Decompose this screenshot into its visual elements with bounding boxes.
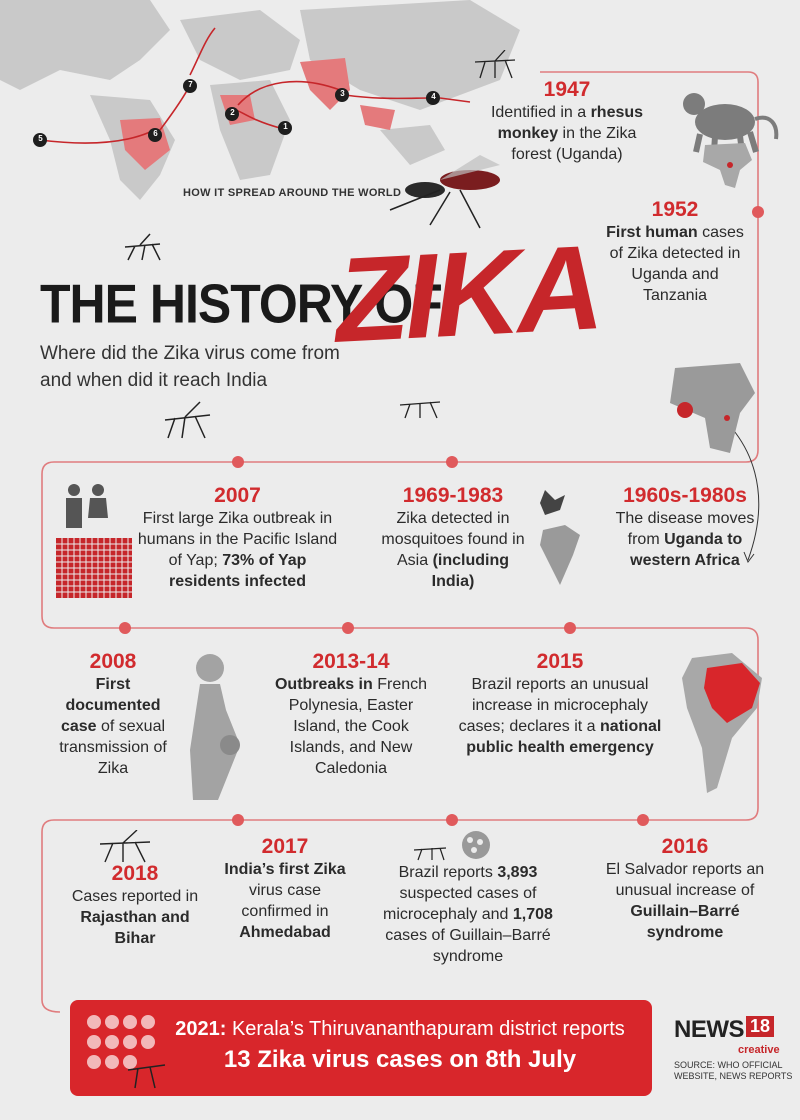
timeline-dot-2016 xyxy=(637,814,649,826)
map-caption: HOW IT SPREAD AROUND THE WORLD xyxy=(183,187,402,199)
mosquito-icon xyxy=(470,50,520,80)
page-title: THE HISTORY OF xyxy=(40,273,442,335)
mosquito-icon xyxy=(160,400,220,440)
timeline-dot-2015 xyxy=(564,622,576,634)
people-icon xyxy=(52,480,132,600)
pregnant-woman-icon xyxy=(178,650,248,800)
map-marker-4-num: 4 xyxy=(431,92,436,101)
event-2017-year: 2017 xyxy=(261,835,309,858)
map-marker-1-num: 1 xyxy=(283,122,288,131)
brand-logo: NEWS 18 xyxy=(674,1016,774,1044)
banner-line2: 13 Zika virus cases on 8th July xyxy=(223,1046,577,1073)
event-1969-year: 1969-1983 xyxy=(402,484,504,507)
event-2013-year: 2013-14 xyxy=(312,650,390,673)
page-subtitle: Where did the Zika virus come from and when did it reach India xyxy=(40,343,340,391)
timeline-dot-2008 xyxy=(119,622,131,634)
map-marker-5-num: 5 xyxy=(38,134,43,143)
mosquito-icon xyxy=(395,390,445,420)
event-2007-year: 2007 xyxy=(214,484,261,507)
event-2018-year: 2018 xyxy=(111,862,159,885)
timeline-dot-2013 xyxy=(342,622,354,634)
timeline-dot-2017 xyxy=(232,814,244,826)
timeline-dot-2007 xyxy=(232,456,244,468)
timeline-dot-1952 xyxy=(752,206,764,218)
virus-icon xyxy=(412,830,496,862)
africa-map-icon xyxy=(665,358,765,458)
event-2013-desc: Outbreaks in French Polynesia, Easter Island, the Cook Islands, and New Caledonia xyxy=(274,676,428,777)
event-brazil-desc: Brazil reports 3,893 suspected cases of microcephaly and 1,708 cases of Guillain–Barré syndrome xyxy=(383,864,553,965)
event-2007-desc: First large Zika outbreak in humans in the Pacific Island of Yap; 73% of Yap residents infected xyxy=(137,510,338,590)
india-map-icon xyxy=(535,485,585,595)
event-1960-year: 1960s-1980s xyxy=(623,484,747,507)
map-marker-6-num: 6 xyxy=(153,129,158,138)
banner-line1: 2021: Kerala’s Thiruvananthapuram district reports xyxy=(175,1018,625,1040)
south-america-map-icon xyxy=(672,648,772,798)
event-2008-desc: First documented case of sexual transmission of Zika xyxy=(59,676,167,777)
event-2015-year: 2015 xyxy=(536,650,584,673)
event-1952-year: 1952 xyxy=(651,198,699,221)
africa-map-icon xyxy=(700,140,755,190)
event-1960-desc: The disease moves from Uganda to western Africa xyxy=(615,510,755,569)
event-2016-year: 2016 xyxy=(661,835,709,858)
mosquito-icon xyxy=(95,830,155,864)
event-1947-desc: Identified in a rhesus monkey in the Zika forest (Uganda) xyxy=(490,104,644,163)
title-zika: ZIKA xyxy=(331,220,603,368)
map-marker-2-num: 2 xyxy=(230,108,235,117)
timeline-dot-1969 xyxy=(446,456,458,468)
source-note: SOURCE: WHO OFFICIAL WEBSITE, NEWS REPORTS xyxy=(674,1060,793,1081)
event-2016-desc: El Salvador reports an unusual increase of Guillain–Barré syndrome xyxy=(605,861,765,941)
event-2017-desc: India’s first Zika virus case confirmed in Ahmedabad xyxy=(224,861,346,941)
event-2018-desc: Cases reported in Rajasthan and Bihar xyxy=(71,888,199,947)
event-1969-desc: Zika detected in mosquitoes found in Asia (including India) xyxy=(381,510,525,590)
mosquito-icon xyxy=(120,232,170,262)
virus-cluster-icon xyxy=(80,1010,170,1090)
timeline-dot-brazil xyxy=(446,814,458,826)
event-1952-desc: First human cases of Zika detected in Uganda and Tanzania xyxy=(606,224,744,304)
map-marker-3-num: 3 xyxy=(340,89,345,98)
map-marker-7-num: 7 xyxy=(188,80,193,89)
event-2008-year: 2008 xyxy=(89,650,137,673)
event-1947-year: 1947 xyxy=(543,78,591,101)
event-2015-desc: Brazil reports an unusual increase in microcephaly cases; declares it a national public health emergency xyxy=(458,676,662,756)
brand-creative: creative xyxy=(738,1044,780,1056)
